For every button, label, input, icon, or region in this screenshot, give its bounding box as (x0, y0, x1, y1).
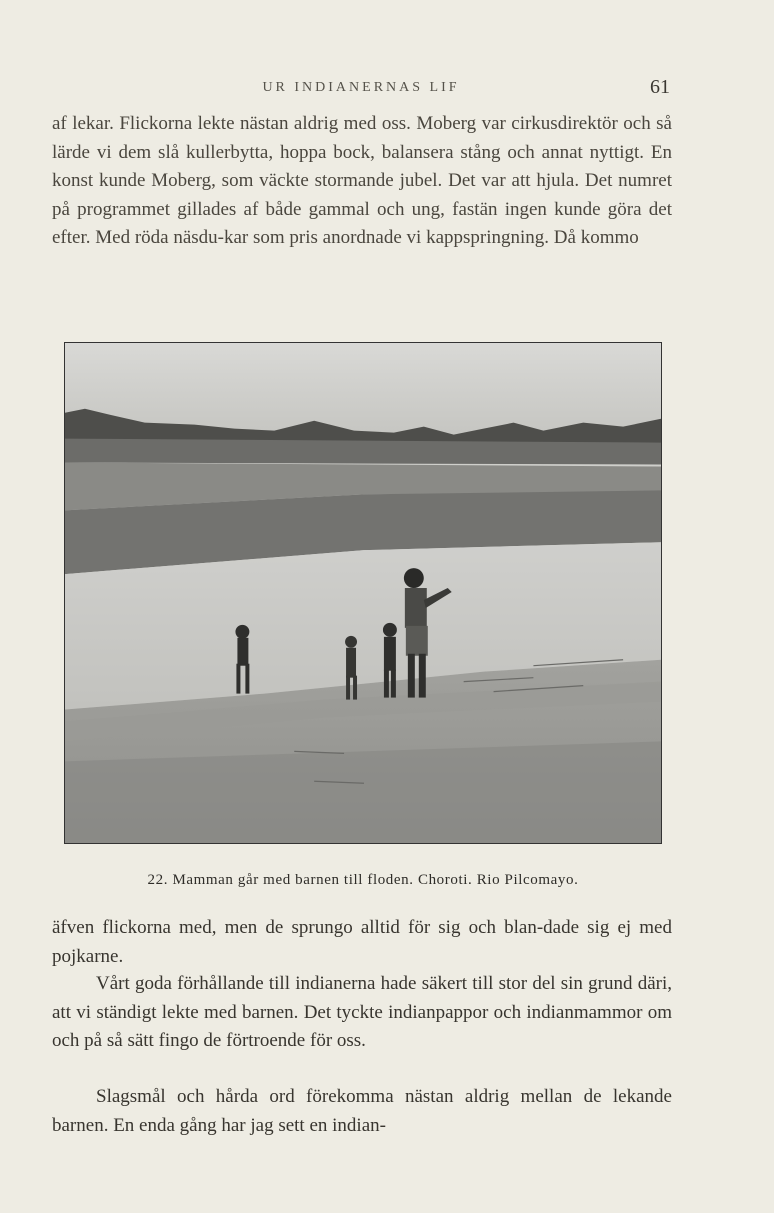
body-paragraph: Vårt goda förhållande till indianerna hade säkert till stor del sin grund däri, att vi ständigt lekte med barnen. Det tyckte indianpappor och indianmammor om och på så sätt fingo de förtroende för oss. (52, 973, 672, 1051)
running-title: UR INDIANERNAS LIF (262, 80, 460, 95)
page-number: 61 (650, 76, 670, 98)
figure-caption: 22. Mamman går med barnen till floden. Choroti. Rio Pilcomayo. (147, 872, 579, 888)
running-head (52, 76, 670, 100)
body-paragraph: Slagsmål och hårda ord förekomma nästan aldrig mellan de lekande barnen. En enda gång har jag sett en indian- (52, 1086, 672, 1136)
photo-illustration (65, 343, 661, 843)
river-photograph (64, 342, 662, 844)
body-paragraph: af lekar. Flickorna lekte nästan aldrig med oss. Moberg var cirkusdirektör och så lärde vi dem slå kullerbytta, hoppa bock, balansera stång och annat nyttigt. En konst kunde Moberg, som väckte stormande jubel. Det var att hjula. Det numret på programmet gillades af både gammal och ung, fastän ingen kunde göra det efter. Med röda näsdu-kar som pris anordnade vi kappspringning. Då kommo (52, 113, 672, 248)
body-paragraph: äfven flickorna med, men de sprungo alltid för sig och blan-dade sig ej med pojkarne. (52, 917, 672, 967)
